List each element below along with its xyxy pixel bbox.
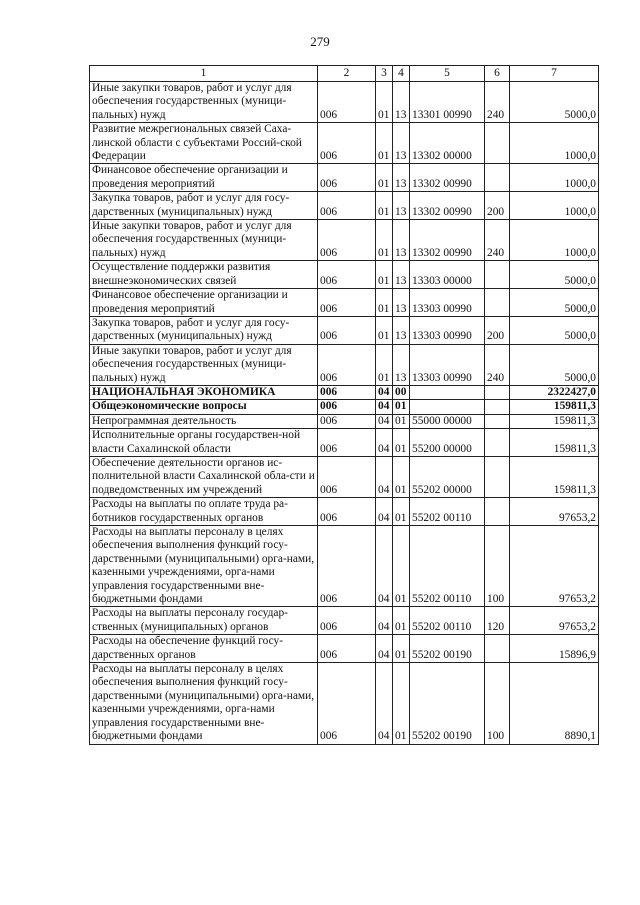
expense-type-cell <box>485 289 510 317</box>
target-article-cell: 55000 00000 <box>410 414 485 428</box>
header-cell-3: 3 <box>376 66 393 82</box>
section-code-cell: 04 <box>376 429 393 457</box>
target-article-cell: 55202 00190 <box>410 635 485 663</box>
department-code-cell: 006 <box>318 456 376 497</box>
table-row <box>90 400 599 414</box>
expense-type-cell: 240 <box>485 344 510 385</box>
subsection-code-cell: 01 <box>393 607 410 635</box>
table-row <box>90 456 599 497</box>
subsection-code-cell: 13 <box>393 316 410 344</box>
subsection-code-cell: 13 <box>393 192 410 220</box>
department-code-cell: 006 <box>318 344 376 385</box>
header-cell-6: 6 <box>485 66 510 82</box>
subsection-code-cell: 13 <box>393 344 410 385</box>
section-code-cell: 01 <box>376 82 393 123</box>
section-code-cell: 01 <box>376 192 393 220</box>
row-name-cell: Расходы на выплаты персоналу государ-ственных (муниципальных) органов <box>90 607 318 635</box>
table-row <box>90 192 599 220</box>
subsection-code-cell: 00 <box>393 385 410 399</box>
expense-type-cell <box>485 429 510 457</box>
row-name-cell: Закупка товаров, работ и услуг для госу-дарственных (муниципальных) нужд <box>90 316 318 344</box>
table-row <box>90 635 599 663</box>
subsection-code-cell: 01 <box>393 429 410 457</box>
expense-type-cell <box>485 164 510 192</box>
row-name-cell: Финансовое обеспечение организации и проведения мероприятий <box>90 164 318 192</box>
row-name-cell: Финансовое обеспечение организации и проведения мероприятий <box>90 289 318 317</box>
expense-type-cell <box>485 635 510 663</box>
row-name-cell: Расходы на выплаты персоналу в целях обеспечения выполнения функций госу-дарственными (муниципальными) орга-нами, казенными учреждениями, орга-нами управления государственными вне-бюджетными фондами <box>90 526 318 607</box>
department-code-cell: 006 <box>318 164 376 192</box>
amount-cell: 1000,0 <box>510 220 599 261</box>
table-body <box>90 82 599 745</box>
amount-cell: 2322427,0 <box>510 385 599 399</box>
table-row <box>90 526 599 607</box>
department-code-cell: 006 <box>318 123 376 164</box>
amount-cell: 159811,3 <box>510 456 599 497</box>
subsection-code-cell: 13 <box>393 261 410 289</box>
table-row <box>90 663 599 744</box>
subsection-code-cell: 01 <box>393 456 410 497</box>
expense-type-cell <box>485 498 510 526</box>
department-code-cell: 006 <box>318 429 376 457</box>
row-name-cell: Расходы на выплаты по оплате труда ра-ботников государственных органов <box>90 498 318 526</box>
table-row <box>90 164 599 192</box>
section-code-cell: 04 <box>376 456 393 497</box>
target-article-cell: 13303 00990 <box>410 344 485 385</box>
target-article-cell: 13301 00990 <box>410 82 485 123</box>
header-cell-4: 4 <box>393 66 410 82</box>
section-code-cell: 04 <box>376 663 393 744</box>
amount-cell: 97653,2 <box>510 526 599 607</box>
header-cell-2: 2 <box>318 66 376 82</box>
target-article-cell <box>410 385 485 399</box>
subsection-code-cell: 01 <box>393 498 410 526</box>
section-code-cell: 01 <box>376 220 393 261</box>
amount-cell: 1000,0 <box>510 192 599 220</box>
department-code-cell: 006 <box>318 316 376 344</box>
department-code-cell: 006 <box>318 220 376 261</box>
expense-type-cell <box>485 456 510 497</box>
department-code-cell: 006 <box>318 261 376 289</box>
target-article-cell: 13302 00990 <box>410 164 485 192</box>
subsection-code-cell: 13 <box>393 289 410 317</box>
expense-type-cell: 100 <box>485 663 510 744</box>
expense-type-cell: 240 <box>485 82 510 123</box>
target-article-cell: 13303 00990 <box>410 316 485 344</box>
row-name-cell: НАЦИОНАЛЬНАЯ ЭКОНОМИКА <box>90 385 318 399</box>
amount-cell: 5000,0 <box>510 344 599 385</box>
subsection-code-cell: 13 <box>393 164 410 192</box>
expense-type-cell <box>485 123 510 164</box>
target-article-cell <box>410 400 485 414</box>
section-code-cell: 04 <box>376 635 393 663</box>
header-cell-5: 5 <box>410 66 485 82</box>
row-name-cell: Обеспечение деятельности органов ис-полнительной власти Сахалинской обла-сти и подведомственных им учреждений <box>90 456 318 497</box>
table-row <box>90 316 599 344</box>
expense-type-cell: 240 <box>485 220 510 261</box>
expense-type-cell <box>485 400 510 414</box>
table-row <box>90 414 599 428</box>
table-header-row <box>90 66 599 82</box>
expense-type-cell <box>485 414 510 428</box>
target-article-cell: 55202 00110 <box>410 526 485 607</box>
subsection-code-cell: 13 <box>393 220 410 261</box>
target-article-cell: 13303 00000 <box>410 261 485 289</box>
section-code-cell: 01 <box>376 344 393 385</box>
amount-cell: 1000,0 <box>510 164 599 192</box>
subsection-code-cell: 13 <box>393 82 410 123</box>
target-article-cell: 55202 00000 <box>410 456 485 497</box>
target-article-cell: 13302 00990 <box>410 220 485 261</box>
row-name-cell: Развитие межрегиональных связей Саха-линской области с субъектами Россий-ской Федерации <box>90 123 318 164</box>
table-row <box>90 429 599 457</box>
table-row <box>90 220 599 261</box>
header-cell-1: 1 <box>90 66 318 82</box>
department-code-cell: 006 <box>318 400 376 414</box>
table-row <box>90 607 599 635</box>
subsection-code-cell: 01 <box>393 663 410 744</box>
table-row <box>90 123 599 164</box>
table-row <box>90 82 599 123</box>
section-code-cell: 01 <box>376 164 393 192</box>
amount-cell: 159811,3 <box>510 429 599 457</box>
row-name-cell: Закупка товаров, работ и услуг для госу-дарственных (муниципальных) нужд <box>90 192 318 220</box>
expense-type-cell: 200 <box>485 192 510 220</box>
amount-cell: 1000,0 <box>510 123 599 164</box>
department-code-cell: 006 <box>318 635 376 663</box>
row-name-cell: Расходы на выплаты персоналу в целях обеспечения выполнения функций госу-дарственными (муниципальными) орга-нами, казенными учреждениями, орга-нами управления государственными вне-бюджетными фондами <box>90 663 318 744</box>
subsection-code-cell: 01 <box>393 400 410 414</box>
department-code-cell: 006 <box>318 607 376 635</box>
expense-type-cell: 200 <box>485 316 510 344</box>
section-code-cell: 01 <box>376 123 393 164</box>
row-name-cell: Иные закупки товаров, работ и услуг для обеспечения государственных (муници-пальных) нужд <box>90 82 318 123</box>
budget-table <box>89 65 599 745</box>
section-code-cell: 01 <box>376 289 393 317</box>
target-article-cell: 13302 00990 <box>410 192 485 220</box>
amount-cell: 8890,1 <box>510 663 599 744</box>
department-code-cell: 006 <box>318 82 376 123</box>
target-article-cell: 55202 00110 <box>410 607 485 635</box>
page-number: 279 <box>310 34 330 49</box>
table-row <box>90 289 599 317</box>
row-name-cell: Расходы на обеспечение функций госу-дарственных органов <box>90 635 318 663</box>
department-code-cell: 006 <box>318 289 376 317</box>
table-row <box>90 385 599 399</box>
department-code-cell: 006 <box>318 663 376 744</box>
target-article-cell: 55200 00000 <box>410 429 485 457</box>
table-row <box>90 344 599 385</box>
subsection-code-cell: 13 <box>393 123 410 164</box>
subsection-code-cell: 01 <box>393 635 410 663</box>
header-cell-7: 7 <box>510 66 599 82</box>
section-code-cell: 04 <box>376 607 393 635</box>
target-article-cell: 13303 00990 <box>410 289 485 317</box>
section-code-cell: 04 <box>376 526 393 607</box>
section-code-cell: 04 <box>376 414 393 428</box>
amount-cell: 97653,2 <box>510 607 599 635</box>
amount-cell: 159811,3 <box>510 400 599 414</box>
section-code-cell: 04 <box>376 498 393 526</box>
department-code-cell: 006 <box>318 526 376 607</box>
row-name-cell: Осуществление поддержки развития внешнеэкономических связей <box>90 261 318 289</box>
amount-cell: 15896,9 <box>510 635 599 663</box>
section-code-cell: 01 <box>376 261 393 289</box>
target-article-cell: 13302 00000 <box>410 123 485 164</box>
expense-type-cell: 120 <box>485 607 510 635</box>
row-name-cell: Общеэкономические вопросы <box>90 400 318 414</box>
department-code-cell: 006 <box>318 498 376 526</box>
target-article-cell: 55202 00190 <box>410 663 485 744</box>
table-row <box>90 498 599 526</box>
amount-cell: 5000,0 <box>510 82 599 123</box>
expense-type-cell: 100 <box>485 526 510 607</box>
section-code-cell: 01 <box>376 316 393 344</box>
amount-cell: 97653,2 <box>510 498 599 526</box>
section-code-cell: 04 <box>376 400 393 414</box>
row-name-cell: Иные закупки товаров, работ и услуг для обеспечения государственных (муници-пальных) нужд <box>90 344 318 385</box>
amount-cell: 5000,0 <box>510 261 599 289</box>
expense-type-cell <box>485 261 510 289</box>
subsection-code-cell: 01 <box>393 526 410 607</box>
amount-cell: 159811,3 <box>510 414 599 428</box>
amount-cell: 5000,0 <box>510 316 599 344</box>
row-name-cell: Исполнительные органы государствен-ной власти Сахалинской области <box>90 429 318 457</box>
row-name-cell: Иные закупки товаров, работ и услуг для обеспечения государственных (муници-пальных) нужд <box>90 220 318 261</box>
amount-cell: 5000,0 <box>510 289 599 317</box>
target-article-cell: 55202 00110 <box>410 498 485 526</box>
row-name-cell: Непрограммная деятельность <box>90 414 318 428</box>
section-code-cell: 04 <box>376 385 393 399</box>
expense-type-cell <box>485 385 510 399</box>
department-code-cell: 006 <box>318 192 376 220</box>
subsection-code-cell: 01 <box>393 414 410 428</box>
department-code-cell: 006 <box>318 385 376 399</box>
department-code-cell: 006 <box>318 414 376 428</box>
table-row <box>90 261 599 289</box>
